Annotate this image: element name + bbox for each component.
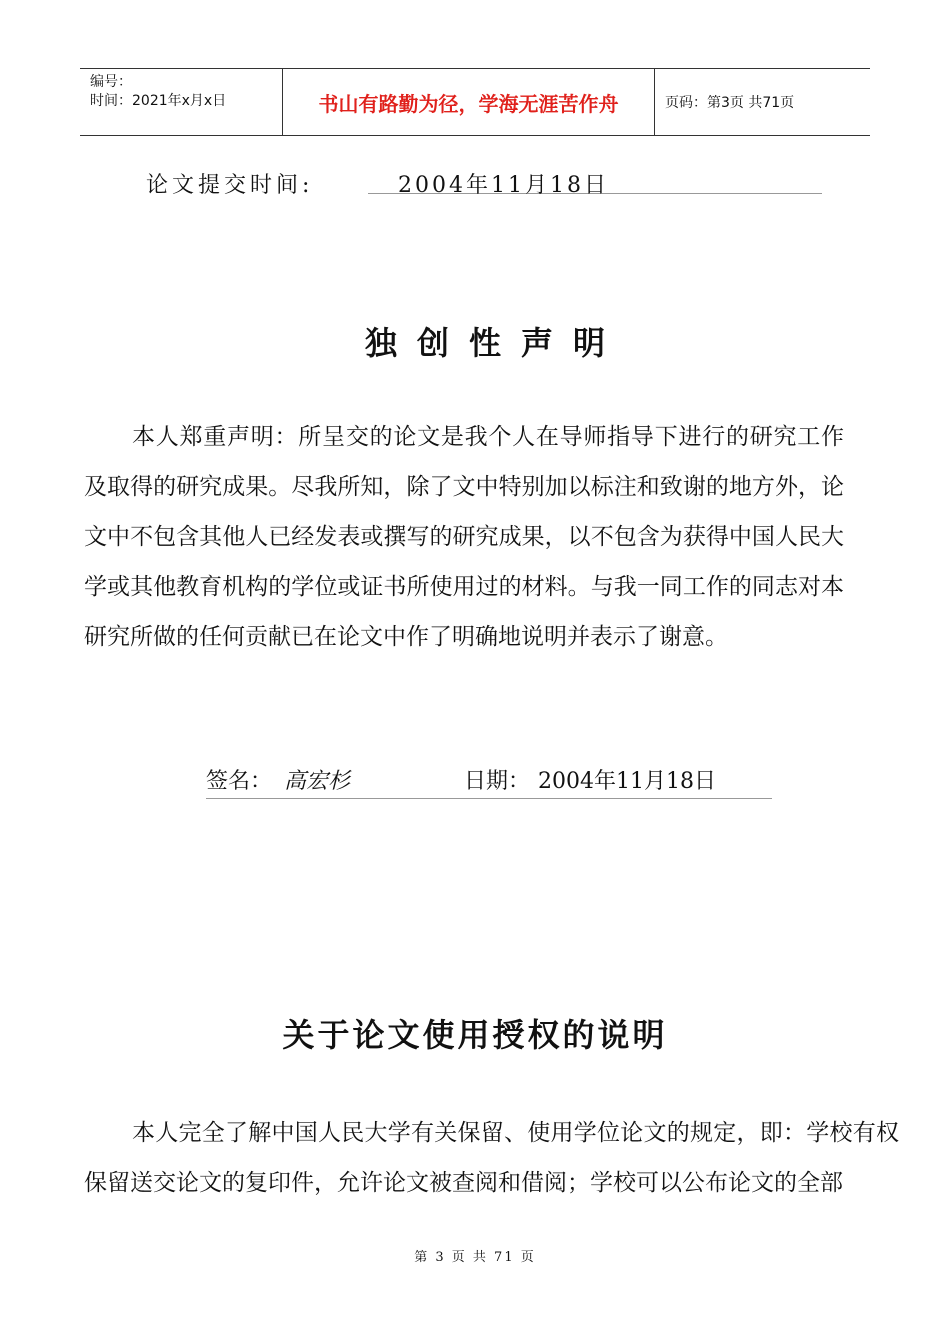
header-meta xyxy=(80,69,282,135)
declaration-title: 独创性声明 xyxy=(364,324,625,362)
authorization-body: 本人完全了解中国人民大学有关保留、使用学位论文的规定，即：学校有权保留送交论文的复印件，允许论文被查阅和借阅；学校可以公布论文的全部 xyxy=(84,1120,899,1196)
signature-name: 高宏杉 xyxy=(284,769,351,794)
header-page-info: 页码：第3页 共71页 xyxy=(665,95,795,111)
signature-date: 2004年11月18日 xyxy=(538,769,716,794)
submission-row xyxy=(146,168,822,200)
header-time: 时间：2021年x月x日 xyxy=(90,93,227,109)
declaration-body: 本人郑重声明：所呈交的论文是我个人在导师指导下进行的研究工作及取得的研究成果。尽我所知，除了文中特别加以标注和致谢的地方外，论文中不包含其他人已经发表或撰写的研究成果，以不包含为获得中国人民大学或其他教育机构的学位或证书所使用过的材料。与我一同工作的同志对本研究所做的任何贡献已在论文中作了明确地说明并表示了谢意。 xyxy=(84,424,844,650)
date-label: 日期： xyxy=(464,769,531,794)
page-header xyxy=(80,68,870,136)
submission-label: 论文提交时间: xyxy=(146,173,314,198)
page-footer: 第 3 页 共 71 页 xyxy=(414,1250,536,1265)
header-motto: 书山有路勤为径，学海无涯苦作舟 xyxy=(282,69,655,135)
submission-date: 2004年11月18日 xyxy=(368,168,822,194)
signature-label: 签名： xyxy=(206,769,273,794)
header-number: 编号： xyxy=(90,74,132,90)
signature-row xyxy=(206,764,772,799)
authorization-title: 关于论文使用授权的说明 xyxy=(282,1016,668,1054)
